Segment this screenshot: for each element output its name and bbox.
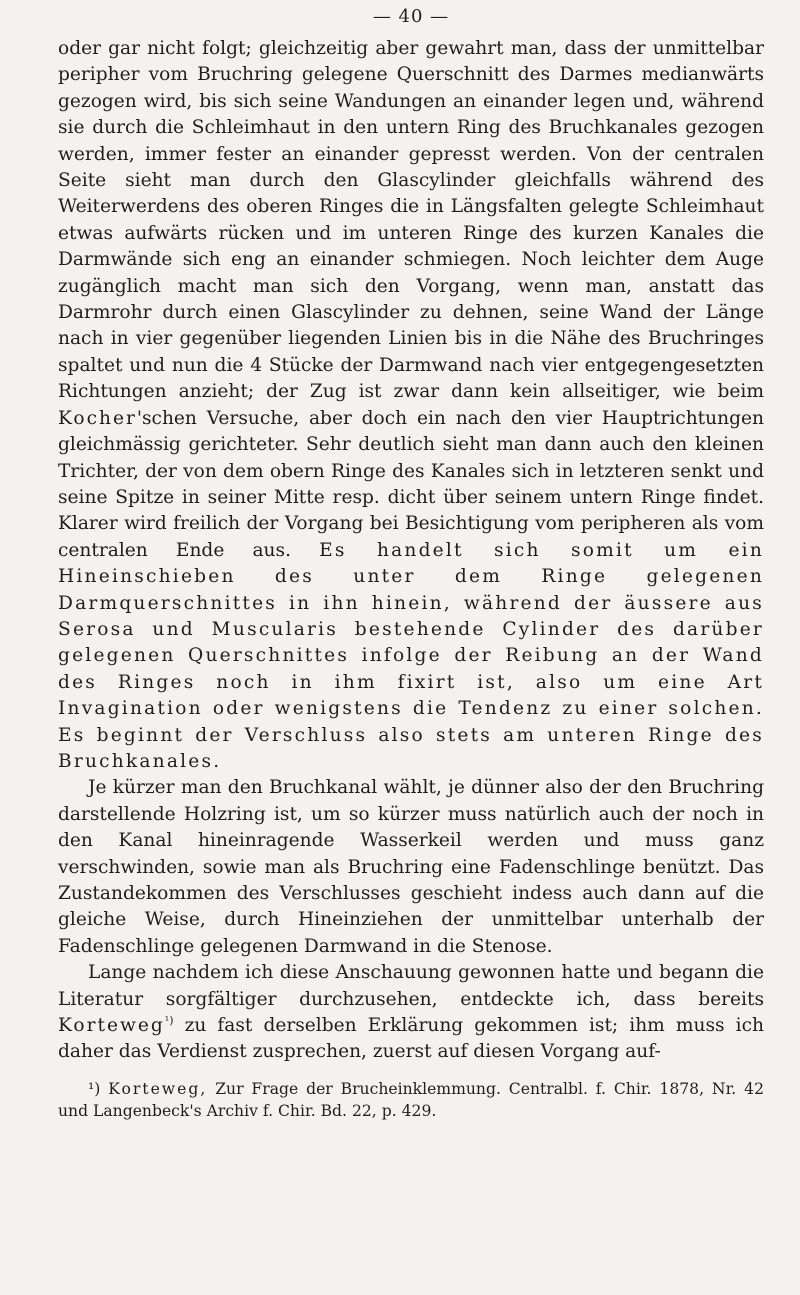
paragraph-3-text-b: zu fast derselben Erklärung gekommen ist; ihm muss ich daher das Verdienst zusprechen, zuerst auf diesen Vorgang auf- [58, 1015, 764, 1063]
footnote [58, 1078, 764, 1122]
author-name-korteweg: Korteweg [58, 1015, 165, 1037]
footnote-reference: ¹) [164, 1013, 174, 1027]
paragraph-1-text-a: oder gar nicht folgt; gleichzeitig aber gewahrt man, dass der unmittelbar peripher vom Bruchring gelegene Querschnitt des Darmes medianwärts gezogen wird, bis sich seine Wandungen an einander legen und, während sie durch die Schleimhaut in den untern Ring des Bruchkanales gezogen werden, immer fester an einander gepresst werden. Von der centralen Seite sieht man durch den Glascylinder gleichfalls während des Weiterwerdens des oberen Ringes die in Längsfalten gelegte Schleimhaut etwas aufwärts rücken und im unteren Ringe des kurzen Kanales die Darmwände sich eng an einander schmiegen. Noch leichter dem Auge zugänglich macht man sich den Vorgang, wenn man, anstatt das Darmrohr durch einen Glascylinder zu dehnen, seine Wand der Länge nach in vier gegenüber liegenden Linien bis in die Nähe des Bruchringes spaltet und nun die 4 Stücke der Darmwand nach vier entgegengesetzten Richtungen anzieht; der Zug ist zwar dann kein allseitiger, wie beim [58, 38, 764, 403]
footnote-text [58, 1078, 764, 1122]
body-text [58, 36, 764, 1066]
paragraph-2: Je kürzer man den Bruchkanal wählt, je dünner also der den Bruchring darstellende Holzring ist, um so kürzer muss natürlich auch der noch in den Kanal hineinragende Wasserkeil werden und muss ganz verschwinden, sowie man als Bruchring eine Fadenschlinge benützt. Das Zustandekommen des Verschlusses geschieht indess auch dann auf die gleiche Weise, durch Hineinziehen der unmittelbar unterhalb der Fadenschlinge gelegenen Darmwand in die Stenose. [58, 777, 764, 957]
footnote-author: Korteweg, [108, 1079, 208, 1098]
author-name-kocher: Kocher [58, 407, 137, 429]
emphasized-conclusion: Es handelt sich somit um ein Hineinschieben des unter dem Ringe gelegenen Darmquerschnittes in ihn hinein, während der äussere aus Serosa und Muscularis bestehende Cylinder des darüber gelegenen Querschnittes infolge der Reibung an der Wand des Ringes noch in ihm fixirt ist, also um eine Art Invagination oder wenigstens die Tendenz zu einer solchen. Es beginnt der Verschluss also stets am unteren Ringe des Bruchkanales. [58, 539, 764, 772]
paragraph-1 [58, 36, 764, 775]
footnote-marker: ¹) [88, 1079, 101, 1098]
paragraph-3 [58, 960, 764, 1066]
page-number: — 40 — [372, 6, 450, 27]
footnote-citation: Zur Frage der Brucheinklemmung. Centralbl. f. Chir. 1878, Nr. 42 und Langenbeck's Archiv f. Chir. Bd. 22, p. 429. [58, 1079, 764, 1120]
paragraph-3-text-a: Lange nachdem ich diese Anschauung gewonnen hatte und begann die Literatur sorgfältiger durchzusehen, entdeckte ich, dass bereits [58, 962, 764, 1010]
paragraph-1-text-b: 'schen Versuche, aber doch ein nach den vier Hauptrichtungen gleichmässig gerichteter. Sehr deutlich sieht man dann auch den kleinen Trichter, der von dem obern Ringe des Kanales sich in letzteren senkt und seine Spitze in seiner Mitte resp. dicht über seinem untern Ringe findet. Klarer wird freilich der Vorgang bei Besichtigung vom peripheren als vom centralen Ende aus. [58, 407, 764, 561]
